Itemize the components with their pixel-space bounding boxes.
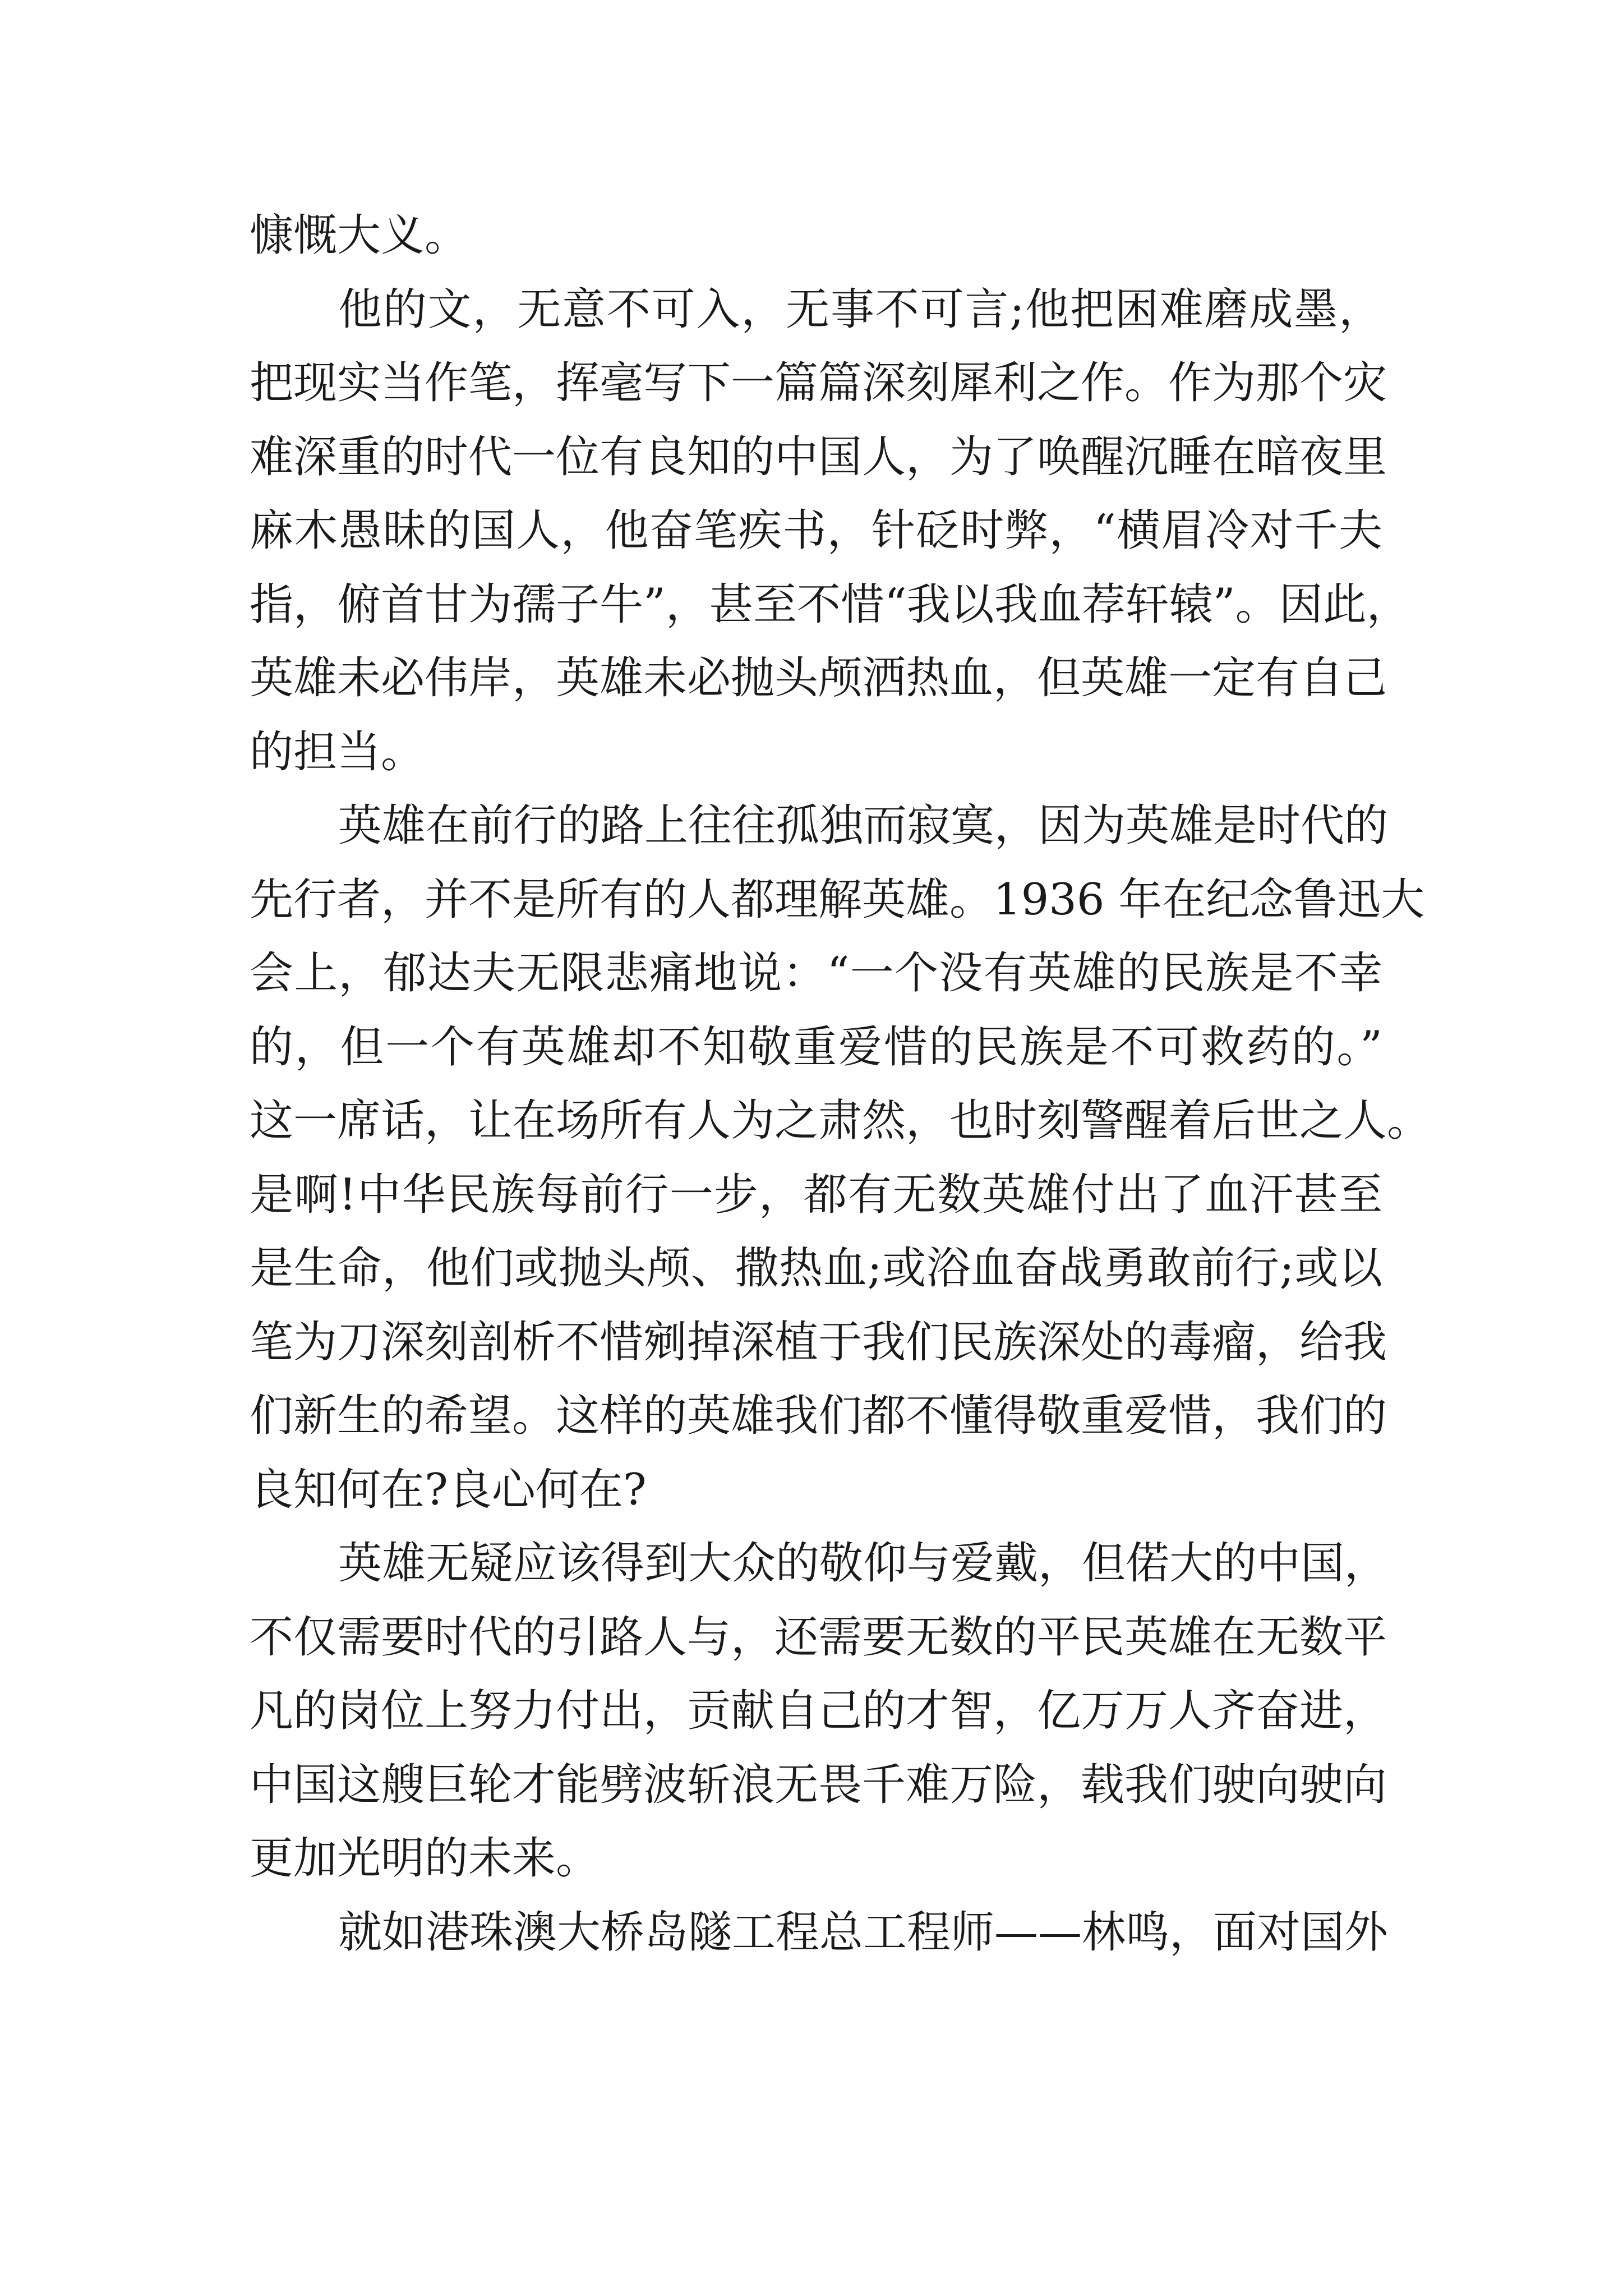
text-line: 的，但一个有英雄却不知敬重爱惜的民族是不可救药的。” [250, 1022, 1382, 1073]
text-line: 们新生的希望。这样的英雄我们都不懂得敬重爱惜，我们的 [250, 1391, 1387, 1441]
text-line: 笔为刀深刻剖析不惜剜掉深植于我们民族深处的毒瘤，给我 [250, 1317, 1387, 1368]
text-line: 凡的岗位上努力付出，贡献自己的才智，亿万万人齐奋进， [250, 1686, 1387, 1736]
text-line: 就如港珠澳大桥岛隧工程总工程师——林鸣，面对国外 [338, 1907, 1389, 1958]
text-line: 会上，郁达夫无限悲痛地说：“一个没有英雄的民族是不幸 [250, 948, 1382, 999]
text-line: 是生命，他们或抛头颅、撒热血;或浴血奋战勇敢前行;或以 [250, 1243, 1382, 1294]
text-line: 他的文，无意不可入，无事不可言;他把困难磨成墨， [338, 284, 1382, 335]
text-line: 是啊!中华民族每前行一步，都有无数英雄付出了血汗甚至 [250, 1169, 1382, 1220]
text-line: 更加光明的未来。 [250, 1833, 600, 1884]
text-line: 先行者，并不是所有的人都理解英雄。1936 年在纪念鲁迅大 [250, 874, 1425, 925]
text-line: 的担当。 [250, 726, 425, 777]
text-line: 麻木愚昧的国人，他奋笔疾书，针砭时弊，“横眉冷对千夫 [250, 505, 1382, 556]
text-line: 难深重的时代一位有良知的中国人，为了唤醒沉睡在暗夜里 [250, 431, 1387, 482]
text-line: 指，俯首甘为孺子牛”，甚至不惜“我以我血荐轩辕”。因此， [250, 579, 1410, 630]
text-line: 中国这艘巨轮才能劈波斩浪无畏千难万险，载我们驶向驶向 [250, 1759, 1387, 1810]
text-line: 英雄无疑应该得到大众的敬仰与爱戴，但偌大的中国， [338, 1538, 1389, 1589]
text-line: 英雄未必伟岸，英雄未必抛头颅洒热血，但英雄一定有自己 [250, 653, 1387, 703]
document-body [250, 199, 1431, 1970]
text-line: 这一席话，让在场所有人为之肃然，也时刻警醒着后世之人。 [250, 1096, 1431, 1146]
text-line: 把现实当作笔，挥毫写下一篇篇深刻犀利之作。作为那个灾 [250, 358, 1387, 408]
text-line: 慷慨大义。 [250, 210, 469, 261]
text-line: 不仅需要时代的引路人与，还需要无数的平民英雄在无数平 [250, 1612, 1387, 1663]
text-line: 良知何在?良心何在? [250, 1464, 647, 1515]
text-line: 英雄在前行的路上往往孤独而寂寞，因为英雄是时代的 [338, 800, 1389, 851]
